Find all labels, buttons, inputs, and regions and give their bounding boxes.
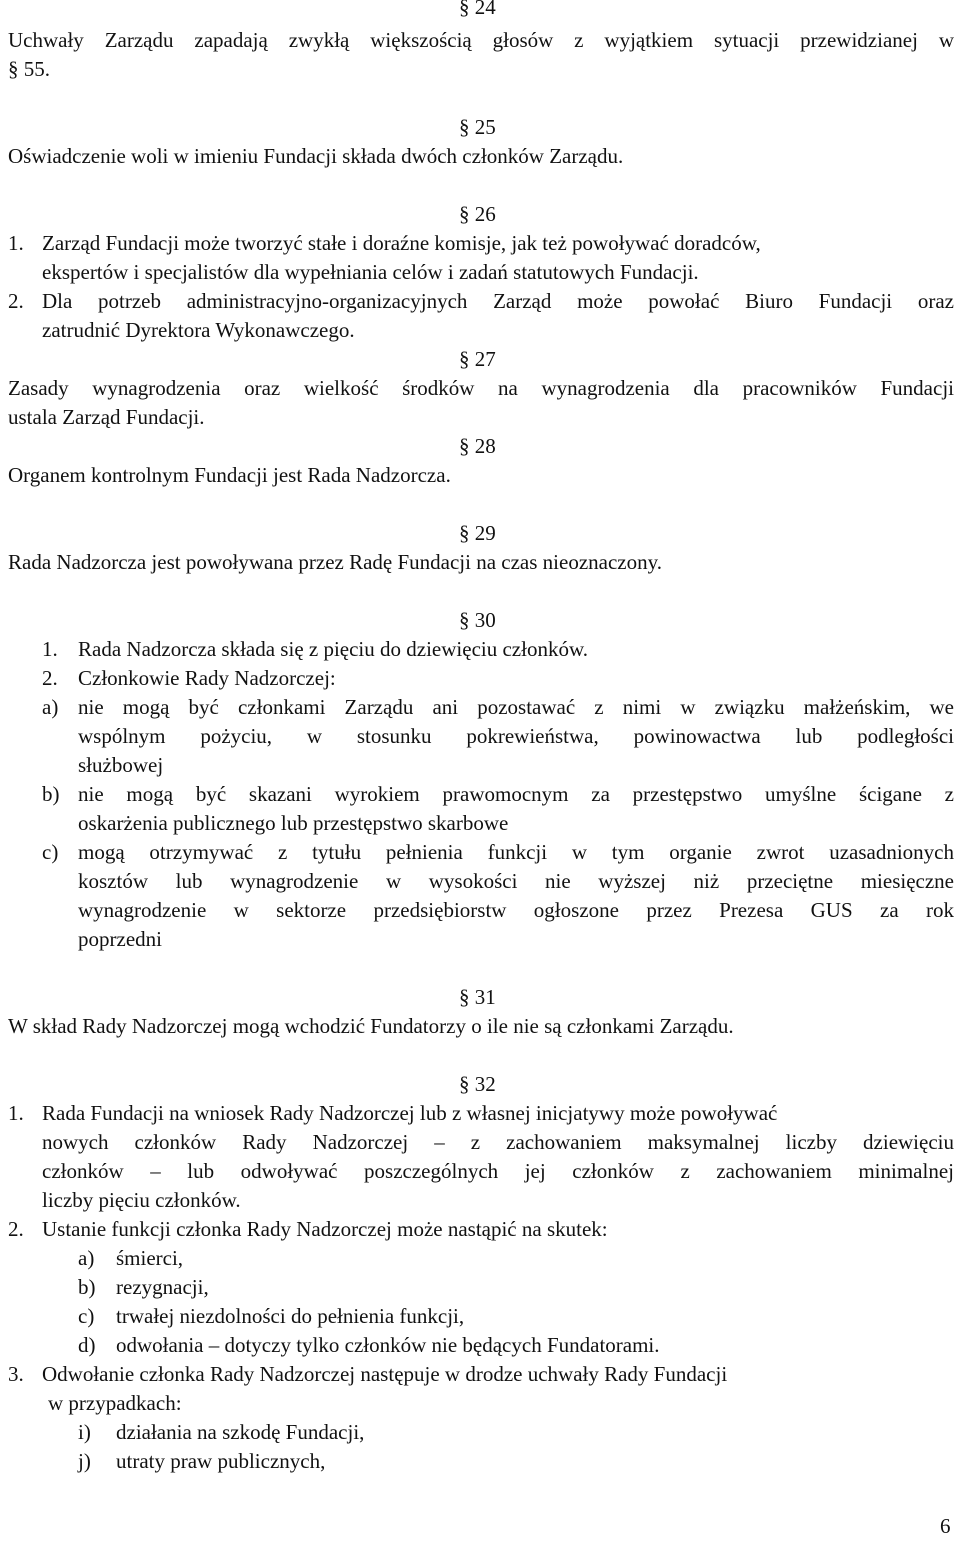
- sublist-letter: c): [42, 840, 59, 864]
- sublist-letter: d): [78, 1333, 96, 1357]
- paragraph-line: Uchwały Zarządu zapadają zwykłą większością głosów z wyjątkiem sytuacji przewidzianej w: [8, 28, 954, 52]
- list-item-line: liczby pięciu członków.: [42, 1188, 241, 1212]
- paragraph-line: Rada Nadzorcza jest powoływana przez Radę Fundacji na czas nieoznaczony.: [8, 550, 663, 574]
- sublist-item-line: wspólnym pożyciu, w stosunku pokrewieństwa, powinowactwa lub podległości: [78, 724, 954, 748]
- list-item-line: Rada Nadzorcza składa się z pięciu do dziewięciu członków.: [78, 637, 588, 661]
- list-number: 2.: [8, 1217, 24, 1241]
- sublist-item-line: wynagrodzenie w sektorze przedsiębiorstw ogłoszone przez Prezesa GUS za rok: [78, 898, 954, 922]
- section-mark-26: § 26: [459, 202, 496, 226]
- sublist-item-line: nie mogą być członkami Zarządu ani pozostawać z nimi w związku małżeńskim, we: [78, 695, 954, 719]
- sublist-item-line: odwołania – dotyczy tylko członków nie będących Fundatorami.: [116, 1333, 660, 1357]
- section-mark-27: § 27: [459, 347, 496, 371]
- list-item-line: nowych członków Rady Nadzorczej – z zachowaniem maksymalnej liczby dziewięciu: [42, 1130, 954, 1154]
- list-item-line: Członkowie Rady Nadzorczej:: [78, 666, 336, 690]
- sublist-item-line: utraty praw publicznych,: [116, 1449, 326, 1473]
- list-number: 1.: [8, 231, 24, 255]
- sublist-item-line: działania na szkodę Fundacji,: [116, 1420, 365, 1444]
- section-mark-31: § 31: [459, 985, 496, 1009]
- list-item-line: w przypadkach:: [48, 1391, 182, 1415]
- sublist-letter: b): [42, 782, 60, 806]
- section-mark-32: § 32: [459, 1072, 496, 1096]
- list-number: 2.: [8, 289, 24, 313]
- section-mark-28: § 28: [459, 434, 496, 458]
- sublist-item-line: służbowej: [78, 753, 164, 777]
- paragraph-line: § 55.: [8, 57, 50, 81]
- sublist-letter: i): [78, 1420, 91, 1444]
- list-item-line: Odwołanie członka Rady Nadzorczej następuje w drodze uchwały Rady Fundacji: [42, 1362, 728, 1386]
- paragraph-line: Organem kontrolnym Fundacji jest Rada Nadzorcza.: [8, 463, 451, 487]
- list-item-line: Rada Fundacji na wniosek Rady Nadzorczej lub z własnej inicjatywy może powoływać: [42, 1101, 778, 1125]
- section-mark-25: § 25: [459, 115, 496, 139]
- sublist-letter: j): [78, 1449, 91, 1473]
- list-number: 2.: [42, 666, 58, 690]
- paragraph-line: W skład Rady Nadzorczej mogą wchodzić Fundatorzy o ile nie są członkami Zarządu.: [8, 1014, 734, 1038]
- sublist-letter: b): [78, 1275, 96, 1299]
- list-item-line: Zarząd Fundacji może tworzyć stałe i doraźne komisje, jak też powoływać doradców,: [42, 231, 761, 255]
- page-number: 6: [940, 1514, 951, 1538]
- sublist-item-line: poprzedni: [78, 927, 162, 951]
- sublist-item-line: oskarżenia publicznego lub przestępstwo skarbowe: [78, 811, 509, 835]
- sublist-letter: c): [78, 1304, 95, 1328]
- paragraph-line: Zasady wynagrodzenia oraz wielkość środków na wynagrodzenia dla pracowników Fundacji: [8, 376, 954, 400]
- sublist-item-line: śmierci,: [116, 1246, 184, 1270]
- sublist-letter: a): [42, 695, 59, 719]
- sublist-item-line: trwałej niezdolności do pełnienia funkcji,: [116, 1304, 465, 1328]
- sublist-letter: a): [78, 1246, 95, 1270]
- section-mark-24: § 24: [459, 0, 496, 19]
- list-item-line: Ustanie funkcji członka Rady Nadzorczej może nastąpić na skutek:: [42, 1217, 608, 1241]
- sublist-item-line: mogą otrzymywać z tytułu pełnienia funkcji w tym organie zwrot uzasadnionych: [78, 840, 954, 864]
- sublist-item-line: nie mogą być skazani wyrokiem prawomocnym za przestępstwo umyślne ścigane z: [78, 782, 954, 806]
- list-item-line: Dla potrzeb administracyjno-organizacyjnych Zarząd może powołać Biuro Fundacji oraz: [42, 289, 954, 313]
- list-number: 1.: [42, 637, 58, 661]
- section-mark-30: § 30: [459, 608, 496, 632]
- list-item-line: ekspertów i specjalistów dla wypełniania celów i zadań statutowych Fundacji.: [42, 260, 699, 284]
- list-item-line: członków – lub odwoływać poszczególnych jej członków z zachowaniem minimalnej: [42, 1159, 954, 1183]
- list-number: 1.: [8, 1101, 24, 1125]
- list-item-line: zatrudnić Dyrektora Wykonawczego.: [42, 318, 355, 342]
- section-mark-29: § 29: [459, 521, 496, 545]
- list-number: 3.: [8, 1362, 24, 1386]
- sublist-item-line: kosztów lub wynagrodzenie w wysokości nie wyższej niż przeciętne miesięczne: [78, 869, 954, 893]
- paragraph-line: Oświadczenie woli w imieniu Fundacji składa dwóch członków Zarządu.: [8, 144, 624, 168]
- sublist-item-line: rezygnacji,: [116, 1275, 209, 1299]
- paragraph-line: ustala Zarząd Fundacji.: [8, 405, 205, 429]
